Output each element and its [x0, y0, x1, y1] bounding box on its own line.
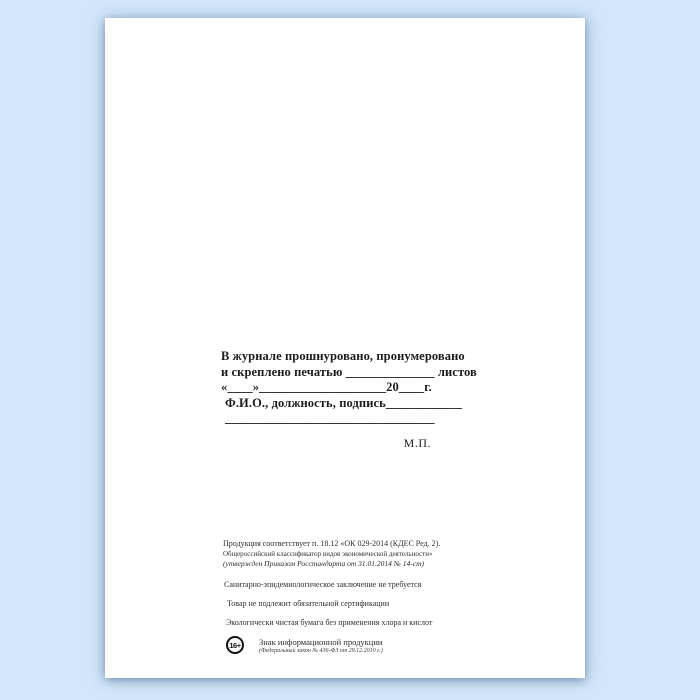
- compliance-block: [223, 538, 463, 655]
- binding-statement: [221, 349, 477, 451]
- age-badge-caption: [259, 636, 383, 655]
- binding-line-5-blank: _________________________________: [225, 411, 435, 425]
- age-badge-label: 16+: [229, 640, 241, 650]
- ecology-note: Экологически чистая бумага без применения хлора и кислот: [226, 618, 433, 627]
- journal-back-page: [105, 18, 585, 678]
- seal-placeholder: М.П.: [403, 435, 431, 450]
- compliance-line-1: Продукция соответствует п. 18.12 «ОК 029-2014 (КДЕС Ред. 2).: [223, 539, 441, 548]
- binding-line-4-signature: Ф.И.О., должность, подпись____________: [225, 395, 463, 410]
- information-product-label: Знак информационной продукции: [259, 637, 383, 647]
- certification-note: Товар не подлежит обязательной сертификации: [227, 599, 390, 608]
- age-16-plus-icon: [226, 636, 244, 654]
- age-rating-row: [223, 636, 463, 655]
- compliance-line-3: (утвержден Приказом Росстандарта от 31.01.2014 № 14-ст): [223, 559, 424, 568]
- sanitary-note: Санитарно-эпидемиологическое заключение не требуется: [224, 580, 422, 589]
- binding-line-3-date: «____»____________________20____г.: [221, 380, 432, 394]
- compliance-line-2: Общероссийский классификатор видов экономической деятельности»: [223, 550, 433, 558]
- binding-line-1: В журнале прошнуровано, пронумеровано: [221, 349, 465, 363]
- binding-line-2: и скреплено печатью ______________ листов: [221, 364, 477, 379]
- federal-law-reference: (Федеральный закон № 436-ФЗ от 29.12.2010 г.): [259, 648, 383, 654]
